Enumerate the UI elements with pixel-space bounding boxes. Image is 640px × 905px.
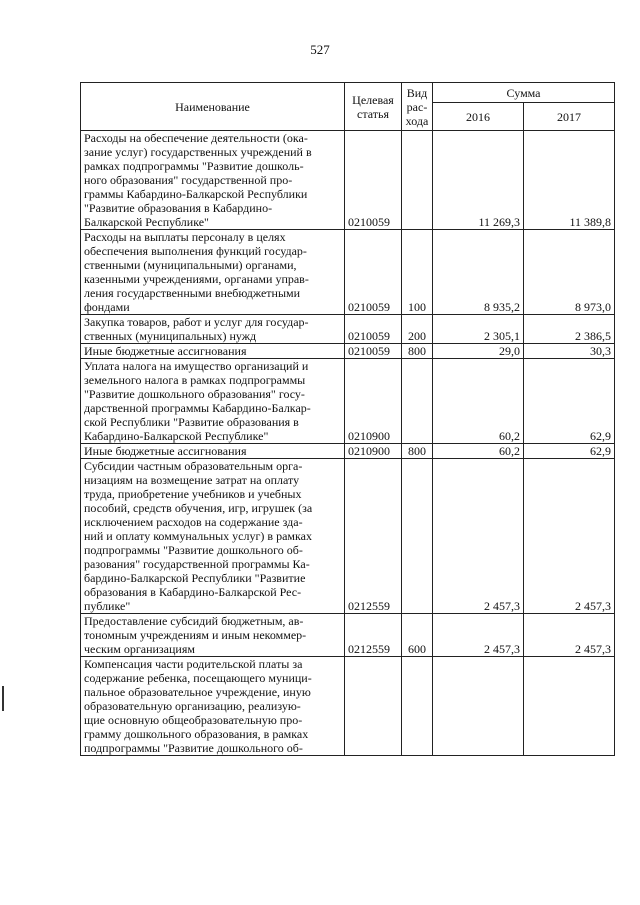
row-code: 0210059: [345, 344, 402, 359]
row-name: Компенсация части родительской платы за содержание ребенка, посещающего муници- пальное образовательное учреждение, иную образовательную организацию, реализую- щие основную общеобразовательную про- грамму дошкольного образования, в рамках подпрограммы "Развитие дошкольного об-: [81, 657, 345, 756]
row-value-2016: 60,2: [433, 359, 524, 444]
row-value-2017: 30,3: [524, 344, 615, 359]
row-vid: [402, 359, 433, 444]
row-name: Закупка товаров, работ и услуг для государ- ственных (муниципальных) нужд: [81, 315, 345, 344]
row-name: Иные бюджетные ассигнования: [81, 344, 345, 359]
row-vid: 800: [402, 344, 433, 359]
row-value-2016: 11 269,3: [433, 131, 524, 230]
header-vid-line1: Вид: [406, 85, 428, 100]
header-code: Целевая статья: [345, 83, 402, 131]
row-vid: 800: [402, 444, 433, 459]
table-row: [81, 131, 615, 230]
row-code: 0210059: [345, 315, 402, 344]
row-code: 0210900: [345, 359, 402, 444]
row-value-2016: 2 305,1: [433, 315, 524, 344]
row-vid: 200: [402, 315, 433, 344]
row-value-2016: 60,2: [433, 444, 524, 459]
header-vid-line2: рас-: [406, 99, 428, 114]
row-code: [345, 657, 402, 756]
table-row: [81, 614, 615, 657]
row-value-2017: 8 973,0: [524, 230, 615, 315]
row-value-2016: 2 457,3: [433, 459, 524, 614]
header-year-2016: 2016: [433, 103, 524, 131]
row-value-2017: 2 457,3: [524, 459, 615, 614]
budget-table: [80, 82, 615, 756]
row-code: 0210059: [345, 131, 402, 230]
row-value-2017: [524, 657, 615, 756]
row-value-2016: 2 457,3: [433, 614, 524, 657]
row-value-2017: 2 457,3: [524, 614, 615, 657]
page-number: 527: [310, 42, 330, 57]
row-code: 0212559: [345, 614, 402, 657]
table-row: [81, 359, 615, 444]
row-value-2016: 29,0: [433, 344, 524, 359]
table-row: [81, 344, 615, 359]
header-sum: Сумма: [433, 83, 615, 103]
table-row: [81, 657, 615, 756]
row-name: Расходы на обеспечение деятельности (ока- зание услуг) государственных учреждений в рамках подпрограммы "Развитие дошколь- ного образования" государственной про- граммы Кабардино-Балкарской Республики "Развитие образования в Кабардино- Балкарской Республике": [81, 131, 345, 230]
row-value-2017: 11 389,8: [524, 131, 615, 230]
scan-margin-mark: [2, 686, 4, 711]
row-vid: [402, 131, 433, 230]
header-vid-line3: хода: [405, 113, 429, 128]
header-year-2017: 2017: [524, 103, 615, 131]
header-vid: [402, 83, 433, 131]
row-value-2017: 2 386,5: [524, 315, 615, 344]
row-value-2016: 8 935,2: [433, 230, 524, 315]
row-value-2017: 62,9: [524, 359, 615, 444]
row-vid: [402, 657, 433, 756]
row-code: 0210059: [345, 230, 402, 315]
header-name: Наименование: [81, 83, 345, 131]
row-vid: [402, 459, 433, 614]
row-code: 0210900: [345, 444, 402, 459]
row-vid: 100: [402, 230, 433, 315]
table-row: [81, 444, 615, 459]
row-name: Субсидии частным образовательным орга- низациям на возмещение затрат на оплату труда, приобретение учебников и учебных пособий, средств обучения, игр, игрушек (за исключением расходов на содержание зда- ний и оплату коммунальных услуг) в рамках подпрограммы "Развитие дошкольного об- разования" государственной программы Ка- бардино-Балкарской Республики "Развитие образования в Кабардино-Балкарской Рес- публике": [81, 459, 345, 614]
row-name: Уплата налога на имущество организаций и земельного налога в рамках подпрограммы "Развитие дошкольного образования" госу- дарственной программы Кабардино-Балкар- ской Республики "Развитие образования в Кабардино-Балкарской Республике": [81, 359, 345, 444]
row-name: Предоставление субсидий бюджетным, ав- тономным учреждениям и иным некоммер- ческим организациям: [81, 614, 345, 657]
row-value-2017: 62,9: [524, 444, 615, 459]
row-name: Расходы на выплаты персоналу в целях обеспечения выполнения функций государ- ственными (муниципальными) органами, казенными учреждениями, органами управ- ления государственными внебюджетными фондами: [81, 230, 345, 315]
row-code: 0212559: [345, 459, 402, 614]
row-vid: 600: [402, 614, 433, 657]
table-row: [81, 315, 615, 344]
row-name: Иные бюджетные ассигнования: [81, 444, 345, 459]
table-row: [81, 459, 615, 614]
table-row: [81, 230, 615, 315]
row-value-2016: [433, 657, 524, 756]
